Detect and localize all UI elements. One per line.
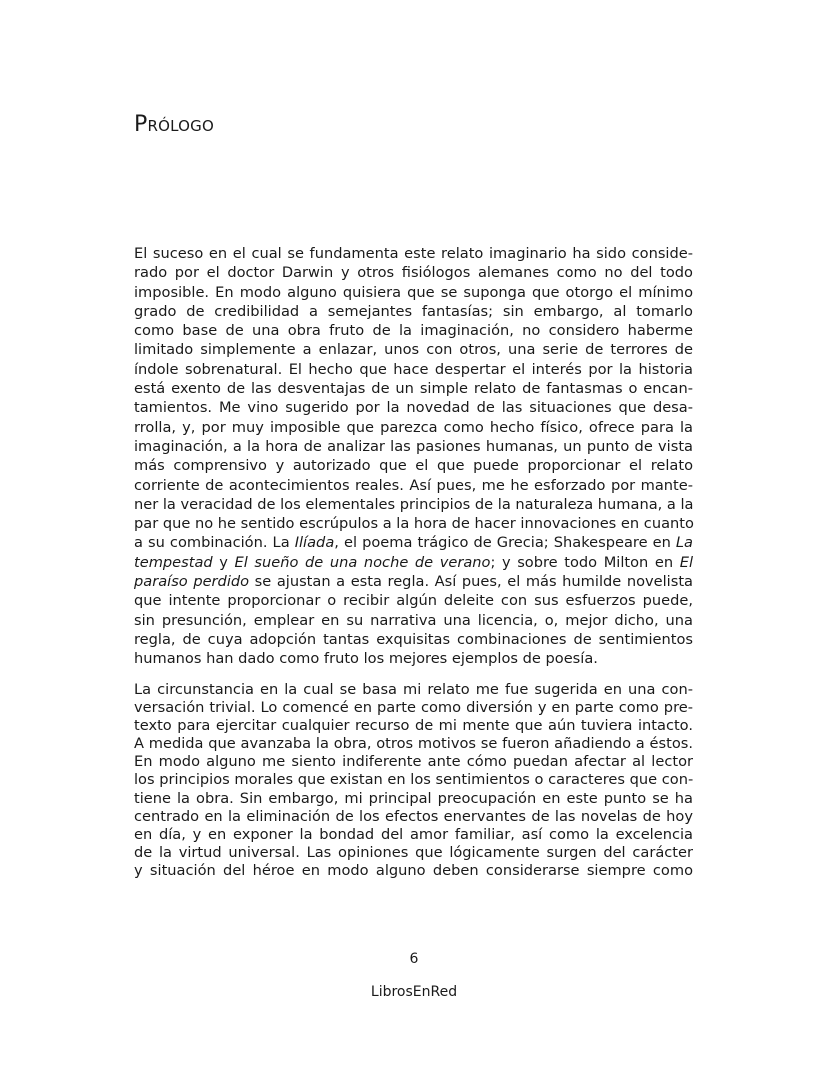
text-line	[134, 302, 693, 321]
text-line	[134, 844, 693, 862]
text-line	[134, 699, 693, 717]
text-line	[134, 476, 693, 495]
paragraph-1	[134, 244, 693, 669]
text-segment: índole sobrenatural. El hecho que hace despertar el interés por la historia	[134, 360, 693, 378]
text-line	[134, 649, 693, 668]
text-line	[134, 437, 693, 456]
text-segment: imaginación, a la hora de analizar las pasiones humanas, un punto de vista	[134, 437, 693, 455]
text-line	[134, 553, 693, 572]
text-segment: más comprensivo y autorizado que el que puede proporcionar el relato	[134, 457, 693, 475]
text-line	[134, 826, 693, 844]
text-segment: los principios morales que existan en los sentimientos o caracteres que con-	[134, 771, 694, 789]
text-line	[134, 495, 693, 514]
text-segment: texto para ejercitar cualquier recurso de mi mente que aún tuviera intacto.	[134, 717, 693, 735]
text-segment: está exento de las desventajas de un simple relato de fantasmas o encan-	[134, 380, 693, 398]
text-segment: rrolla, y, por muy imposible que parezca como hecho físico, ofrece para la	[134, 418, 693, 436]
footer-publisher: LibrosEnRed	[370, 984, 458, 1000]
text-segment: grado de credibilidad a semejantes fantasías; sin embargo, al tomarlo	[134, 302, 693, 320]
text-line	[134, 533, 693, 552]
text-segment: y situación del héroe en modo alguno deben considerarse siempre como	[134, 861, 693, 879]
text-segment: centrado en la eliminación de los efectos enervantes de las novelas de hoy	[134, 807, 693, 825]
text-segment: a su combinación. La	[134, 534, 295, 552]
text-line	[134, 514, 693, 533]
text-line	[134, 862, 693, 880]
text-segment: tiene la obra. Sin embargo, mi principal preocupación en este punto se ha	[134, 789, 693, 807]
text-segment: regla, de cuya adopción tantas exquisitas combinaciones de sentimientos	[134, 630, 693, 648]
text-line	[134, 379, 693, 398]
text-segment: El suceso en el cual se fundamenta este relato imaginario ha sido conside-	[134, 245, 693, 262]
text-line	[134, 790, 693, 808]
text-segment: de la virtud universal. Las opiniones que lógicamente surgen del carácter	[134, 843, 693, 861]
text-segment: versación trivial. Lo comencé en parte como diversión y en parte como pre-	[134, 699, 693, 717]
text-segment: En modo alguno me siento indiferente ante cómo puedan afectar al lector	[134, 753, 693, 771]
text-line	[134, 591, 693, 610]
text-segment: que intente proporcionar o recibir algún deleite con sus esfuerzos puede,	[134, 592, 693, 610]
italic-title-text: paraíso perdido	[134, 573, 250, 591]
italic-title-text: tempestad	[134, 553, 213, 571]
text-line	[134, 630, 693, 649]
text-segment: rado por el doctor Darwin y otros fisiólogos alemanes como no del todo	[134, 264, 693, 282]
italic-title-text: El sueño de una noche de verano	[234, 553, 491, 571]
text-line	[134, 771, 693, 789]
text-line	[134, 572, 693, 591]
text-line	[134, 244, 693, 263]
text-segment: ner la veracidad de los elementales principios de la naturaleza humana, a la	[134, 495, 694, 513]
text-segment: corriente de acontecimientos reales. Así pues, me he esforzado por mante-	[134, 476, 693, 494]
text-segment: sin presunción, emplear en su narrativa una licencia, o, mejor dicho, una	[134, 611, 693, 629]
text-segment: en día, y en exponer la bondad del amor familiar, así como la excelencia	[134, 825, 693, 843]
text-line	[134, 263, 693, 282]
text-line	[134, 611, 693, 630]
text-segment: A medida que avanzaba la obra, otros motivos se fueron añadiendo a éstos.	[134, 735, 693, 753]
italic-title-text: La	[675, 534, 693, 552]
text-line	[134, 418, 693, 437]
text-line	[134, 753, 693, 771]
text-segment: ; y sobre todo Milton en	[490, 553, 680, 571]
paragraph-2	[134, 681, 693, 880]
italic-title-text: Ilíada	[294, 534, 335, 552]
text-segment: limitado simplemente a enlazar, unos con otros, una serie de terrores de	[134, 341, 693, 359]
text-line	[134, 398, 693, 417]
text-segment: como base de una obra fruto de la imaginación, no considero haberme	[134, 322, 693, 340]
text-segment: La circunstancia en la cual se basa mi relato me fue sugerida en una con-	[134, 681, 693, 698]
text-line	[134, 681, 693, 699]
text-segment: y	[212, 553, 235, 571]
page-title: Prólogo	[134, 112, 214, 137]
text-line	[134, 340, 693, 359]
text-line	[134, 360, 693, 379]
text-segment: tamientos. Me vino sugerido por la novedad de las situaciones que desa-	[134, 399, 693, 417]
text-segment: humanos han dado como fruto los mejores ejemplos de poesía.	[134, 650, 598, 668]
text-line	[134, 717, 693, 735]
text-segment: , el poema trágico de Grecia; Shakespeare en	[334, 534, 676, 552]
text-line	[134, 808, 693, 826]
text-line	[134, 456, 693, 475]
text-line	[134, 283, 693, 302]
text-line	[134, 735, 693, 753]
text-segment: se ajustan a esta regla. Así pues, el más humilde novelista	[249, 573, 693, 591]
text-line	[134, 321, 693, 340]
page-number: 6	[409, 951, 419, 967]
text-segment: imposible. En modo alguno quisiera que se suponga que otorgo el mínimo	[134, 283, 693, 301]
italic-title-text: El	[679, 553, 693, 571]
text-segment: par que no he sentido escrúpulos a la hora de hacer innovaciones en cuanto	[134, 515, 694, 533]
